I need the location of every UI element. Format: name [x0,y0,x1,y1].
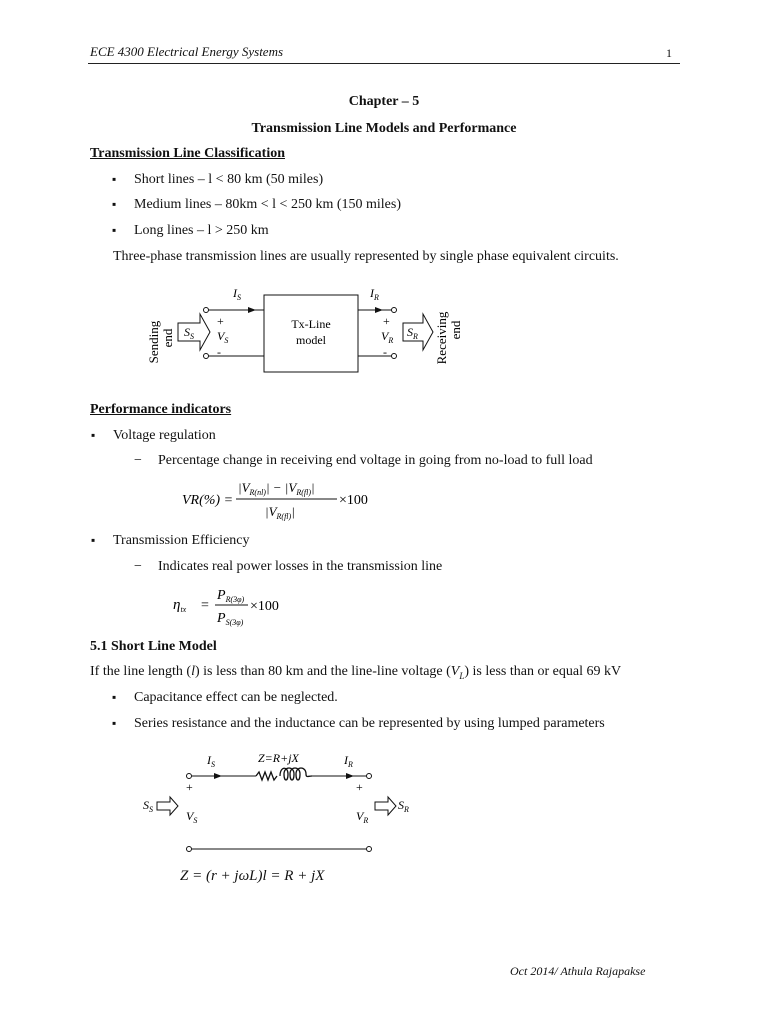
svg-text:Tx-Line: Tx-Line [291,317,331,331]
classification-note: Three-phase transmission lines are usually represented by single phase equivalent circuits. [113,249,619,264]
list-item: ▪ Transmission Efficiency [113,533,250,549]
performance-heading: Performance indicators [90,402,232,417]
running-header: ECE 4300 Electrical Energy Systems [90,44,284,59]
classification-heading: Transmission Line Classification [90,146,285,161]
svg-text:VS: $V_S$ [217,329,229,345]
footer: Oct 2014/ Athula Rajapakse [510,964,646,978]
receiving-end-label: end [448,320,463,340]
receiving-power-arrow [375,797,396,815]
short-line-circuit [0,748,768,858]
sending-power-arrow [178,314,210,350]
sending-label: Sending [146,320,161,364]
svg-text:-: - [217,345,221,359]
svg-text:×100: ×100 [339,493,368,508]
inductor-symbol [280,768,312,780]
impedance-equation: Z = (r + jωL)l = R + jX [180,868,325,884]
header-rule [88,63,680,64]
chapter-title: Chapter – 5 [348,94,420,109]
svg-text:|VR(fl)|: $|V_{R(fl)}|$ [265,504,295,521]
sending-power-arrow [157,797,178,815]
svg-text:+: + [186,780,193,794]
list-item: ▪ Series resistance and the inductance can be represented by using lumped parameters [134,716,605,732]
svg-text:IS: $I_S$ [233,286,241,302]
short-line-heading: 5.1 Short Line Model [90,639,217,654]
chapter-subtitle: Transmission Line Models and Performance [251,121,517,136]
short-line-intro: If the line length (l) is less than 80 km and the line-line voltage $(V_L)$ is less than or equal 69 kV [90,664,622,681]
resistor-symbol [256,772,277,780]
list-item: ▪ Medium lines – 80km < l < 250 km (150 miles) [134,197,401,213]
svg-text:×100: ×100 [250,599,279,614]
svg-text:model: model [296,333,326,347]
svg-text:|VR(nl)| − |VR(fl)|: $|V_{R(nl)}| - |V_{R(fl)}|$ [238,480,315,497]
eff-description: Indicates real power losses in the transmission line [158,559,443,574]
vr-description: Percentage change in receiving end voltage in going from no-load to full load [158,453,593,468]
svg-text:=: = [201,598,209,613]
list-item: ▪ Voltage regulation [113,428,216,444]
svg-text:PR(3φ): $P_{R(3\varphi)}$ [217,588,245,604]
svg-text:VR: $V_R$ [381,329,394,345]
svg-text:VR(%) =: VR(%) = [182,493,234,508]
svg-text:Z=R+jX: Z=R+jX [258,751,299,765]
sending-end-label: end [160,328,175,348]
vr-equation [0,476,768,526]
efficiency-equation [0,582,768,632]
svg-text:IR: $I_R$ [344,753,353,769]
svg-text:ηtx: $\eta_{tx}$ [173,597,187,614]
page-number: 1 [666,46,672,60]
svg-text:IR: $I_R$ [370,286,379,302]
list-item: ▪ Short lines – l < 80 km (50 miles) [134,172,323,188]
svg-text:SS: $S_S$ [143,798,153,814]
tx-line-block-diagram [0,280,768,390]
svg-text:IS: $I_S$ [207,753,215,769]
svg-text:+: + [217,314,224,328]
list-item: ▪ Capacitance effect can be neglected. [134,690,338,706]
receiving-label: Receiving [434,311,449,365]
svg-text:+: + [383,314,390,328]
svg-text:PS(3φ): $P_{S(3\varphi)}$ [217,611,244,627]
svg-text:SS: $S_S$ [184,325,194,341]
svg-text:SR: $S_R$ [398,798,409,814]
svg-text:VS: $V_S$ [186,809,198,825]
svg-text:+: + [356,780,363,794]
list-item: ▪ Long lines – l > 250 km [134,223,269,239]
svg-text:VR: $V_R$ [356,809,369,825]
dash-marker: − [134,559,142,574]
svg-text:-: - [383,345,387,359]
dash-marker: − [134,453,142,468]
svg-text:SR: $S_R$ [407,325,418,341]
